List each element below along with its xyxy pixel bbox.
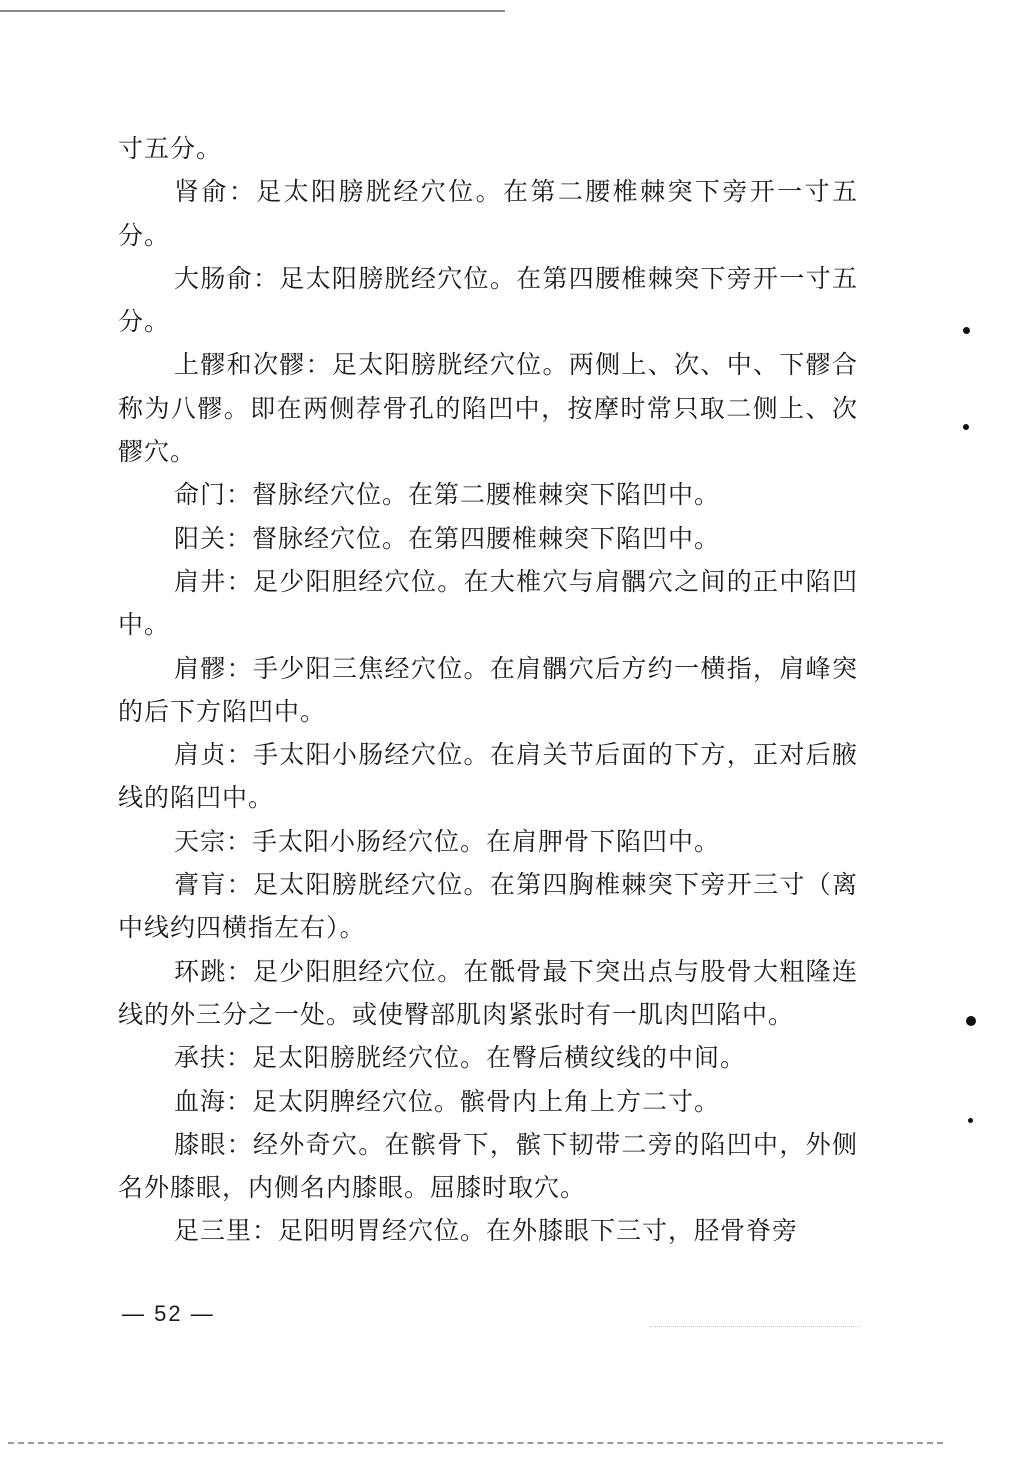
- paragraph-jianzhen: 肩贞：手太阳小肠经穴位。在肩关节后面的下方，正对后腋线的陷凹中。: [118, 740, 858, 813]
- top-rule: [0, 10, 505, 12]
- paragraph-xuehai: 血海：足太阴脾经穴位。髌骨内上角上方二寸。: [174, 1086, 721, 1116]
- paragraph-yangguan: 阳关：督脉经穴位。在第四腰椎棘突下陷凹中。: [174, 523, 721, 553]
- binding-hole-mark: [968, 1118, 973, 1123]
- binding-hole-mark: [966, 1016, 976, 1026]
- paragraph-gaohuang: 膏肓：足太阳膀胱经穴位。在第四胸椎棘突下旁开三寸（离中线约四横指左右）。: [118, 870, 858, 943]
- paragraph-chengfu: 承扶：足太阳膀胱经穴位。在臀后横纹线的中间。: [174, 1043, 747, 1073]
- paragraph-tianzong: 天宗：手太阳小肠经穴位。在肩胛骨下陷凹中。: [174, 826, 721, 856]
- paragraph-dachangshu: 大肠俞：足太阳膀胱经穴位。在第四腰椎棘突下旁开一寸五分。: [118, 263, 858, 337]
- paragraph-shenshu: 肾俞：足太阳膀胱经穴位。在第二腰椎棘突下旁开一寸五分。: [118, 177, 858, 250]
- binding-hole-mark: [963, 327, 970, 334]
- body-text: [118, 127, 858, 1253]
- faint-scan-line: [650, 1326, 860, 1327]
- paragraph-shangliao-ciliao: 上髎和次髎：足太阳膀胱经穴位。两侧上、次、中、下髎合称为八髎。即在两侧荐骨孔的陷凹中，按摩时常只取二侧上、次髎穴。: [118, 350, 858, 467]
- paragraph-jianjing: 肩井：足少阳胆经穴位。在大椎穴与肩髃穴之间的正中陷凹中。: [118, 566, 858, 640]
- paragraph-continuation: 寸五分。: [118, 134, 223, 163]
- bottom-rule: [8, 1442, 943, 1444]
- paragraph-xiyan: 膝眼：经外奇穴。在髌骨下，髌下韧带二旁的陷凹中，外侧名外膝眼，内侧名内膝眼。屈膝时取穴。: [118, 1129, 858, 1203]
- binding-hole-mark: [963, 424, 969, 430]
- paragraph-zusanli: 足三里：足阳明胃经穴位。在外膝眼下三寸，胫骨脊旁: [174, 1216, 799, 1246]
- paragraph-jianliao: 肩髎：手少阳三焦经穴位。在肩髃穴后方约一横指，肩峰突的后下方陷凹中。: [118, 653, 858, 726]
- paragraph-mingmen: 命门：督脉经穴位。在第二腰椎棘突下陷凹中。: [174, 480, 721, 510]
- page-number: — 52 —: [122, 1301, 215, 1326]
- paragraph-huantiao: 环跳：足少阳胆经穴位。在骶骨最下突出点与股骨大粗隆连线的外三分之一处。或使臀部肌肉紧张时有一肌肉凹陷中。: [118, 956, 858, 1029]
